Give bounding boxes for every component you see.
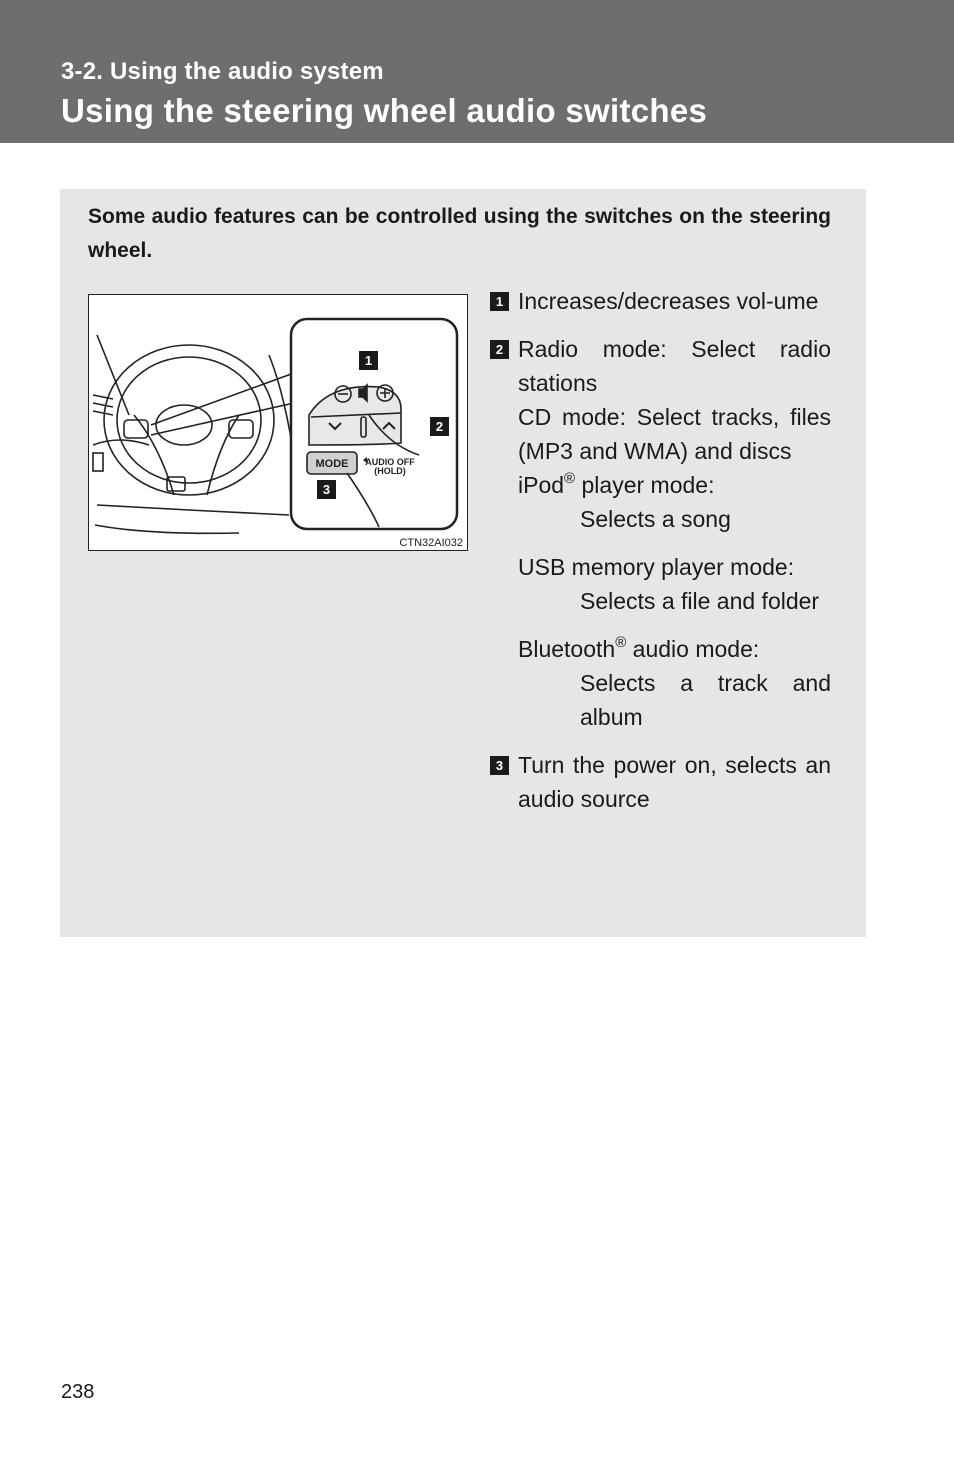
chapter-header bbox=[0, 0, 954, 143]
page-number: 238 bbox=[61, 1381, 95, 1403]
callout-2: 2 bbox=[435, 419, 444, 434]
hold-label: (HOLD) bbox=[374, 466, 406, 476]
usb-mode-text: USB memory player mode: bbox=[518, 554, 795, 580]
item-number-2: 2 bbox=[490, 340, 509, 359]
bluetooth-mode-text: audio mode: bbox=[626, 636, 760, 662]
ipod-mode-text: player mode: bbox=[575, 472, 715, 498]
bluetooth-mode-line bbox=[490, 632, 831, 666]
ipod-label: iPod bbox=[518, 472, 565, 498]
list-item bbox=[490, 332, 831, 400]
registered-mark: ® bbox=[615, 634, 627, 651]
bluetooth-label: Bluetooth bbox=[518, 636, 616, 662]
item-number-1: 1 bbox=[490, 292, 509, 311]
intro-text: Some audio features can be controlled using the switches on the steering wheel. bbox=[88, 205, 831, 262]
callout-3: 3 bbox=[322, 482, 331, 497]
steering-wheel-illustration bbox=[88, 294, 468, 551]
callout-1: 1 bbox=[364, 353, 373, 368]
list-item bbox=[490, 284, 831, 318]
bluetooth-description: Selects a track and album bbox=[580, 670, 831, 730]
item-number-3: 3 bbox=[490, 756, 509, 775]
ipod-description: Selects a song bbox=[580, 506, 731, 532]
cd-mode-text: CD mode: Select tracks, files (MP3 and WMA) and discs bbox=[518, 404, 831, 464]
item-text: Radio mode: Select radio stations bbox=[518, 336, 831, 396]
item-text: Increases/decreases vol-ume bbox=[518, 288, 819, 314]
ipod-mode-line bbox=[490, 468, 831, 502]
section-heading: 3-2. Using the audio system bbox=[61, 58, 384, 85]
mode-button-label: MODE bbox=[315, 458, 349, 470]
usb-description: Selects a file and folder bbox=[580, 588, 820, 614]
registered-mark: ® bbox=[564, 470, 576, 487]
switch-descriptions bbox=[490, 284, 831, 816]
content-panel bbox=[60, 189, 866, 937]
steering-wheel-drawing bbox=[89, 295, 467, 550]
item-text: Turn the power on, selects an audio source bbox=[518, 752, 831, 812]
page-title: Using the steering wheel audio switches bbox=[61, 92, 708, 129]
figure-code: CTN32AI032 bbox=[399, 537, 463, 549]
audio-off-label: AUDIO OFF bbox=[365, 457, 415, 467]
list-item bbox=[490, 748, 831, 816]
